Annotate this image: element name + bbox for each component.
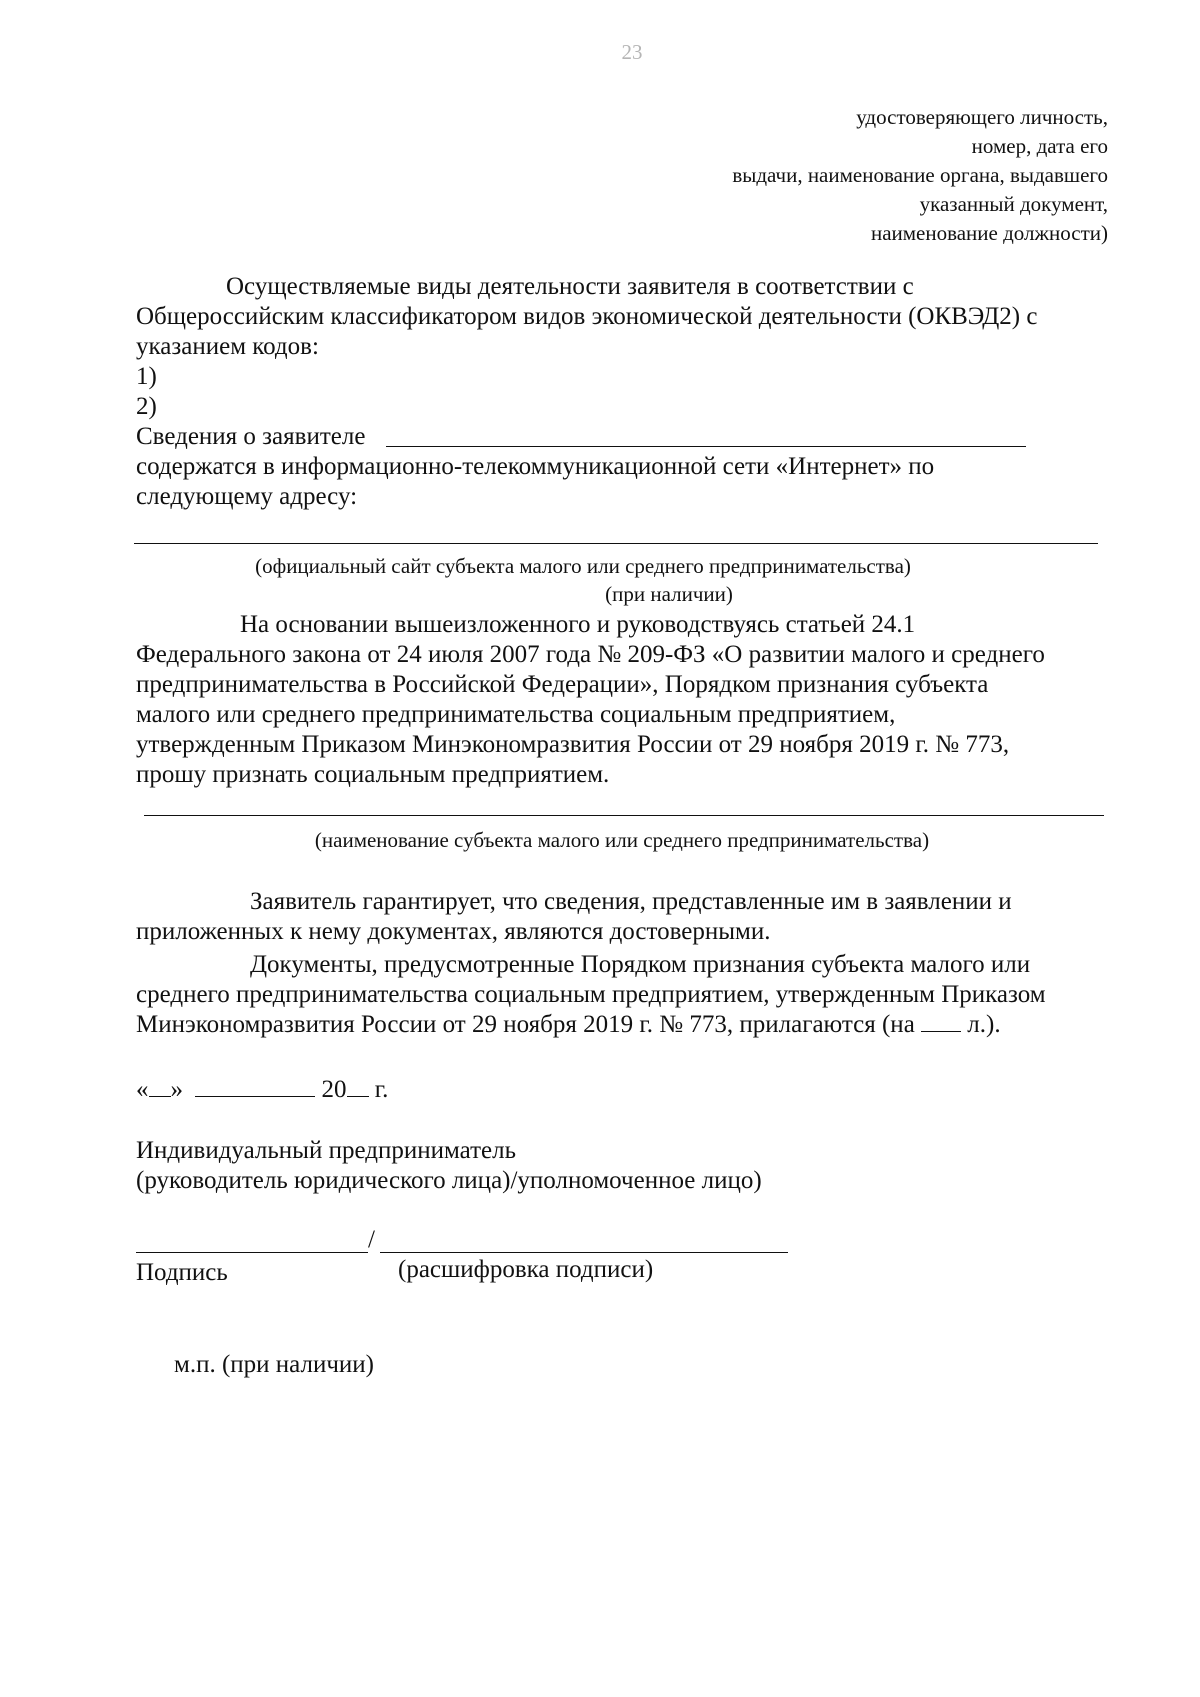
header-note — [732, 103, 1108, 248]
date-line — [136, 1075, 388, 1105]
header-line: наименование должности) — [870, 221, 1108, 245]
signatory-line: Индивидуальный предприниматель — [136, 1137, 516, 1164]
activities-line: Общероссийским классификатором видов экономической деятельности (ОКВЭД2) с — [136, 303, 1038, 330]
signature-decoding-label: (расшифровка подписи) — [398, 1256, 654, 1283]
year-prefix: 20 — [321, 1076, 347, 1103]
activity-item-2: 2) — [136, 393, 157, 420]
stamp-note: м.п. (при наличии) — [174, 1351, 374, 1378]
basis-line: Федерального закона от 24 июля 2007 года № 209-ФЗ «О развитии малого и среднего — [136, 641, 1045, 668]
header-line: номер, дата его — [971, 134, 1108, 158]
year-suffix: г. — [374, 1076, 389, 1103]
basis-line: утвержденным Приказом Минэкономразвития России от 29 ноября 2019 г. № 773, — [136, 731, 1010, 758]
documents-text-end: л.). — [967, 1011, 1001, 1038]
pages-count-blank — [921, 1030, 961, 1032]
page-number: 23 — [621, 40, 643, 64]
applicant-info-blank-line — [386, 446, 1026, 447]
signature-blank-line — [136, 1252, 368, 1253]
basis-line: прошу признать социальным предприятием. — [136, 761, 610, 788]
basis-line: предпринимательства в Российской Федерации», Порядком признания субъекта — [136, 671, 989, 698]
guarantee-line: Заявитель гарантирует, что сведения, представленные им в заявлении и — [250, 888, 1012, 915]
applicant-info-label: Сведения о заявителе — [136, 423, 366, 450]
documents-text: Минэкономразвития России от 29 ноября 2019 г. № 773, прилагаются (на — [136, 1011, 915, 1038]
signatory-line: (руководитель юридического лица)/уполномоченное лицо) — [136, 1167, 762, 1194]
header-line: удостоверяющего личность, — [856, 105, 1108, 129]
activities-line: Осуществляемые виды деятельности заявителя в соответствии с — [226, 273, 914, 300]
date-quote-close: » — [170, 1076, 183, 1103]
applicant-info-line: следующему адресу: — [136, 483, 358, 510]
basis-line: малого или среднего предпринимательства социальным предприятием, — [136, 701, 896, 728]
basis-line: На основании вышеизложенного и руководствуясь статьей 24.1 — [240, 611, 916, 638]
guarantee-line: приложенных к нему документах, являются достоверными. — [136, 918, 771, 945]
enterprise-name-blank-line — [144, 815, 1104, 816]
year-blank — [347, 1095, 369, 1097]
day-blank — [149, 1095, 171, 1097]
website-caption-note: (при наличии) — [605, 582, 733, 606]
documents-line: среднего предпринимательства социальным предприятием, утвержденным Приказом — [136, 981, 1046, 1008]
applicant-info-line: содержатся в информационно-телекоммуникационной сети «Интернет» по — [136, 453, 935, 480]
signature-label: Подпись — [136, 1259, 228, 1286]
date-quote-open: « — [136, 1076, 149, 1103]
documents-line: Документы, предусмотренные Порядком признания субъекта малого или — [250, 951, 1031, 978]
activity-item-1: 1) — [136, 363, 157, 390]
signature-slash: / — [368, 1226, 375, 1253]
header-line: указанный документ, — [919, 192, 1108, 216]
month-blank — [195, 1095, 315, 1097]
signature-decoding-blank-line — [380, 1252, 788, 1253]
website-blank-line — [134, 543, 1098, 544]
website-caption: (официальный сайт субъекта малого или среднего предпринимательства) — [255, 554, 911, 578]
enterprise-name-caption: (наименование субъекта малого или среднего предпринимательства) — [314, 828, 930, 852]
header-line: выдачи, наименование органа, выдавшего — [732, 163, 1108, 187]
documents-line — [136, 1010, 1001, 1040]
activities-line: указанием кодов: — [136, 333, 319, 360]
